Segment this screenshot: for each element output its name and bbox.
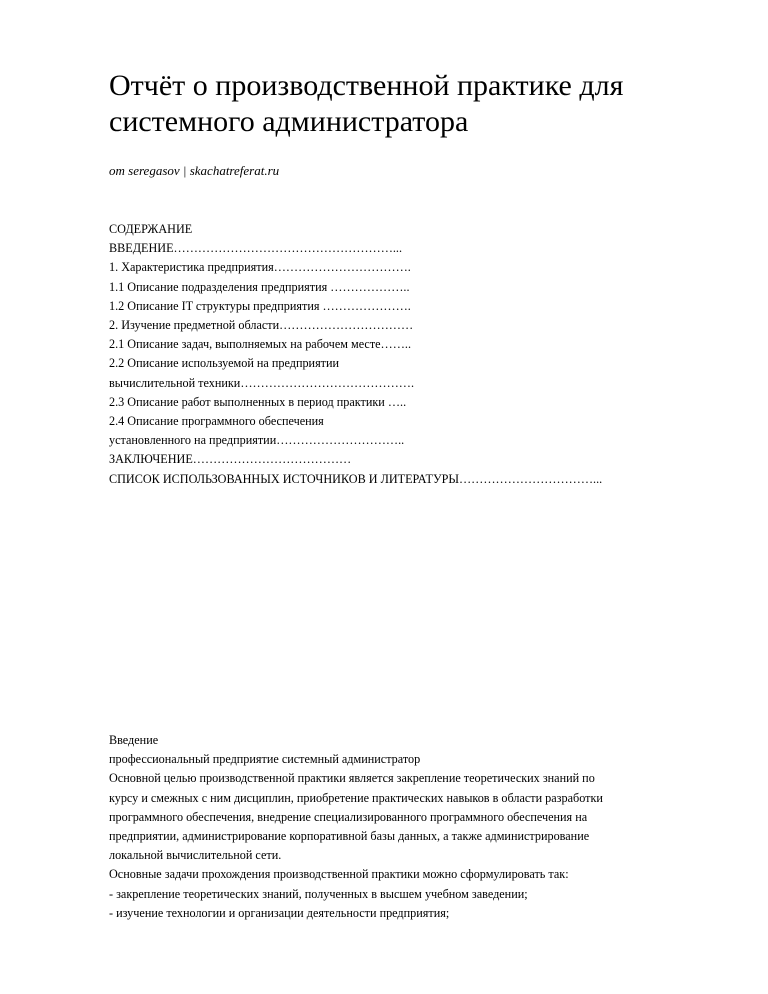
- body-line: Основной целью производственной практики является закрепление теоретических знаний по: [109, 771, 595, 786]
- section-heading: Введение: [109, 733, 159, 747]
- toc-entry: СПИСОК ИСПОЛЬЗОВАННЫХ ИСТОЧНИКОВ И ЛИТЕРАТУРЫ……………………………...: [109, 471, 603, 486]
- table-of-contents: [109, 220, 749, 489]
- toc-entry: 2.3 Описание работ выполненных в период практики …..: [109, 394, 407, 409]
- toc-entry: 2.4 Описание программного обеспечения: [109, 414, 324, 429]
- toc-entry: 1. Характеристика предприятия…………………………….: [109, 260, 411, 275]
- toc-entry: вычислительной техники…………………………………….: [109, 375, 414, 390]
- title-line-2: системного администратора: [109, 105, 469, 138]
- toc-entry: ВВЕДЕНИЕ………………………………………………...: [109, 241, 403, 256]
- introduction-section: [109, 731, 729, 923]
- toc-entry: 2. Изучение предметной области……………………………: [109, 318, 414, 333]
- author-byline: от seregasov | skachatreferat.ru: [109, 163, 280, 178]
- toc-entry: ЗАКЛЮЧЕНИЕ…………………………………: [109, 452, 352, 467]
- body-line: программного обеспечения, внедрение специализированного программного обеспечения на: [109, 809, 588, 824]
- body-line: локальной вычислительной сети.: [109, 848, 282, 863]
- toc-heading: СОДЕРЖАНИЕ: [109, 222, 193, 236]
- body-line: предприятии, администрирование корпоративной базы данных, а также администрирование: [109, 829, 590, 844]
- body-line: Основные задачи прохождения производственной практики можно сформулировать так:: [109, 867, 569, 882]
- body-line: - изучение технологии и организации деятельности предприятия;: [109, 905, 450, 920]
- body-line: курсу и смежных с ним дисциплин, приобретение практических навыков в области разработки: [109, 790, 603, 805]
- toc-entry: 2.1 Описание задач, выполняемых на рабочем месте……..: [109, 337, 412, 352]
- body-line: - закрепление теоретических знаний, полученных в высшем учебном заведении;: [109, 886, 528, 901]
- toc-entry: 1.2 Описание IT структуры предприятия ………………….: [109, 298, 411, 313]
- toc-entry: 2.2 Описание используемой на предприятии: [109, 356, 340, 371]
- document-title: [109, 68, 729, 140]
- title-line-1: Отчёт о производственной практике для: [109, 69, 624, 102]
- toc-entry: 1.1 Описание подразделения предприятия ………………..: [109, 279, 410, 294]
- body-line: профессиональный предприятие системный администратор: [109, 752, 421, 767]
- toc-entry: установленного на предприятии…………………………..: [109, 433, 405, 448]
